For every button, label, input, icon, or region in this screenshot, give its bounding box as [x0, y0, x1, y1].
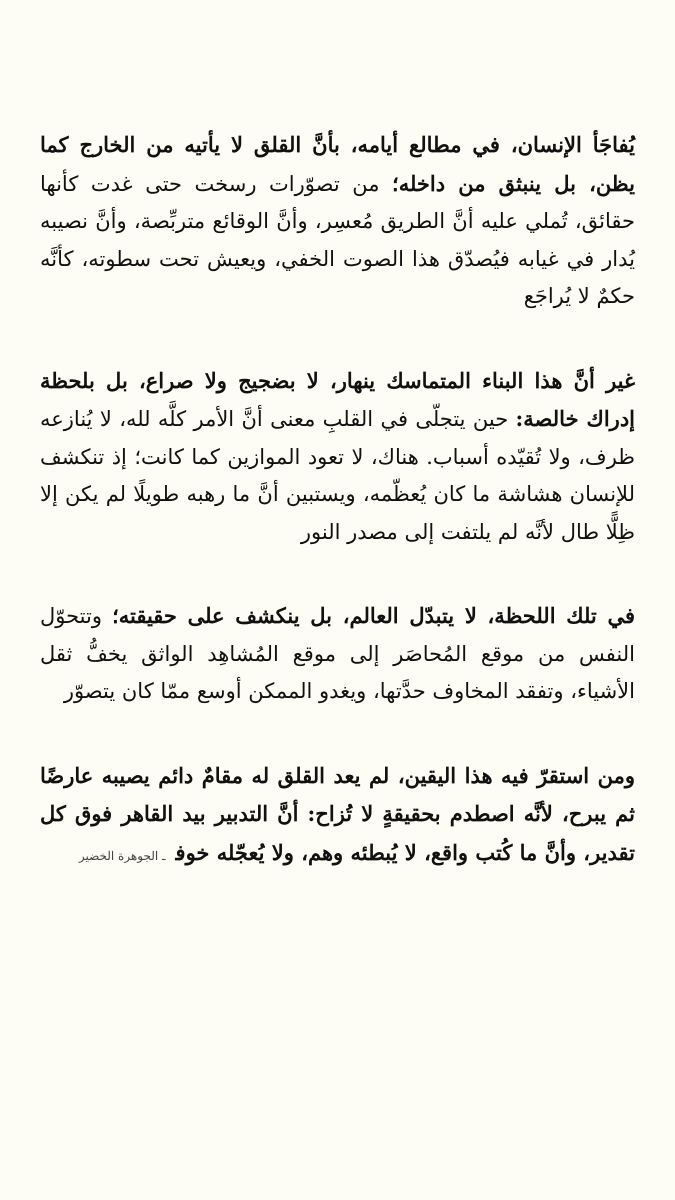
- author-signature: ـ الجوهرة الخضير: [78, 848, 166, 863]
- paragraph-1-lead: يُفاجَأ الإنسان، في مطالع أيامه، بأنَّ القلق لا يأتيه من الخارج كما يظن، بل ينبثق من داخله؛: [40, 132, 635, 196]
- paragraph-2: [40, 362, 635, 552]
- paragraph-4-lead: ومن استقرّ فيه هذا اليقين، لم يعد القلق له مقامٌ دائم يصيبه عارضًا ثم يبرح، لأنَّه اصطدم بحقيقةٍ لا تُزاح: أنَّ التدبير بيد القاهر فوق كل تقدير، وأنَّ ما كُتب واقع، لا يُبطئه وهم، ولا يُعجّله خوف: [40, 762, 635, 865]
- paragraph-3-lead: في تلك اللحظة، لا يتبدّل العالم، بل ينكشف على حقيقته؛: [112, 603, 635, 628]
- paragraph-2-lead: غير أنَّ هذا البناء المتماسك ينهار، لا بضجيج ولا صراع، بل بلحظة إدراك خالصة:: [40, 367, 636, 431]
- paragraph-1-body: من تصوّرات رسخت حتى غدت كأنها حقائق، تُملي عليه أنَّ الطريق مُعسِر، وأنَّ الوقائع متربِّصة، وأنَّ نصيبه يُدار في غيابه فيُصدّق هذا الصوت الخفي، ويعيش تحت سطوته، كأنَّه حكمٌ لا يُراجَع: [40, 171, 635, 308]
- paragraph-3: [40, 597, 635, 711]
- paragraph-4: [40, 757, 635, 876]
- paragraph-3-body: وتتحوّل النفس من موقع المُحاصَر إلى موقع المُشاهِد الواثق يخفُّ ثقل الأشياء، وتفقد المخاوف حدَّتها، ويغدو الممكن أوسع ممّا كان يتصوّر: [40, 604, 635, 703]
- paragraph-2-body: حين يتجلّى في القلبِ معنى أنَّ الأمر كلَّه لله، لا يُنازعه ظرف، ولا تُقيّده أسباب. هناك، لا تعود الموازين كما كانت؛ إذ تنكشف للإنسان هشاشة ما كان يُعظّمه، ويستبين أنَّ ما رهبه طويلًا لم يكن إلا ظِلًّا طال لأنَّه لم يلتفت إلى مصدر النور: [40, 407, 635, 544]
- paragraph-1: [40, 126, 635, 316]
